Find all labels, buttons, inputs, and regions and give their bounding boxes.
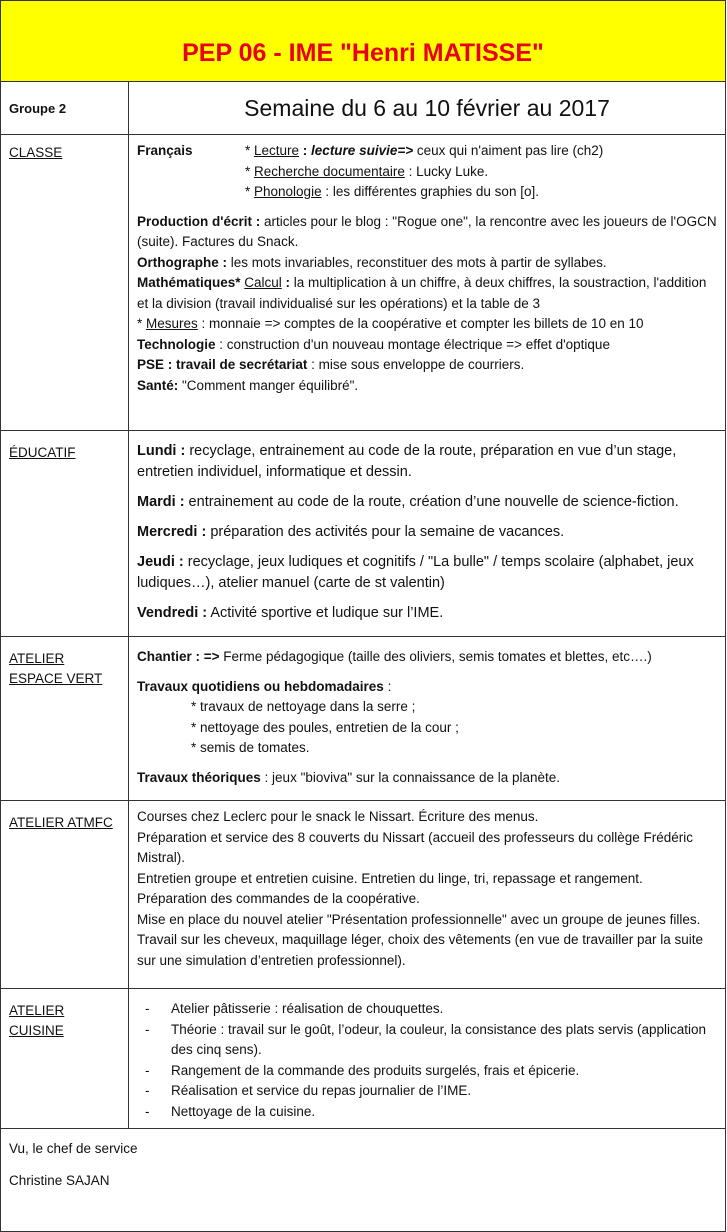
travaux-item: * travaux de nettoyage dans la serre ;: [191, 699, 416, 714]
atmfc-line: Travail sur les cheveux, maquillage léger, choix des vêtements (en vue de travailler par la suite sur une simulation d’entretien professionnel).: [137, 932, 704, 968]
francais-block: [137, 141, 717, 203]
week-title: Semaine du 6 au 10 février au 2017: [129, 82, 726, 135]
section-label-atmfc: ATELIER ATMFC: [1, 801, 129, 989]
section-content-educatif: [129, 431, 726, 637]
travaux-theoriques: Travaux théoriques : jeux "bioviva" sur la connaissance de la planète.: [137, 769, 561, 785]
atmfc-line: Préparation des commandes de la coopérative.: [137, 891, 420, 906]
production-ecrit: Production d'écrit : articles pour le blog : "Rogue one", la rencontre avec les joueurs de l'OGCN (suite). Factures du Snack.: [137, 213, 717, 249]
section-content-espace-vert: [129, 637, 726, 801]
francais-item: * Phonologie : les différentes graphies du son [o].: [245, 184, 539, 199]
list-item: - Nettoyage de la cuisine.: [137, 1102, 717, 1123]
mesures: * Mesures : monnaie => comptes de la coopérative et compter les billets de 10 en 10: [137, 316, 644, 331]
day-entry: Lundi : recyclage, entrainement au code de la route, préparation en vue d’un stage, entretien individuel, informatique et dessin.: [137, 443, 677, 480]
section-label-espace-vert: ATELIER ESPACE VERT: [1, 637, 129, 801]
header-banner: [1, 1, 726, 82]
signature-name: Christine SAJAN: [9, 1173, 110, 1188]
day-entry: Mardi : entrainement au code de la route, création d’une nouvelle de science-fiction.: [137, 494, 679, 510]
document-title: PEP 06 - IME "Henri MATISSE": [182, 38, 544, 67]
section-label-cuisine: ATELIER CUISINE: [1, 989, 129, 1129]
list-item: - Atelier pâtisserie : réalisation de chouquettes.: [137, 999, 717, 1020]
orthographe: Orthographe : les mots invariables, reconstituer des mots à partir de syllabes.: [137, 254, 607, 270]
list-item: - Rangement de la commande des produits surgelés, frais et épicerie.: [137, 1061, 717, 1082]
section-content-classe: [129, 135, 726, 431]
section-content-atmfc: [129, 801, 726, 989]
mathematiques: Mathématiques* Calcul : la multiplication à un chiffre, à deux chiffres, la soustraction, l'addition et la division (travail individualisé sur les opérations) et la table de 3: [137, 275, 707, 311]
atmfc-line: Entretien groupe et entretien cuisine. Entretien du linge, tri, repassage et rangement.: [137, 870, 643, 886]
atmfc-line: Mise en place du nouvel atelier "Présentation professionnelle" avec un groupe de jeunes filles.: [137, 911, 701, 927]
pse: PSE : travail de secrétariat : mise sous enveloppe de courriers.: [137, 357, 525, 372]
atmfc-line: Préparation et service des 8 couverts du Nissart (accueil des professeurs du collège Frédéric Mistral).: [137, 829, 694, 865]
francais-item: * Lecture : lecture suivie=> ceux qui n'aiment pas lire (ch2): [245, 143, 604, 158]
section-content-cuisine: [129, 989, 726, 1129]
travaux-item: * semis de tomates.: [191, 740, 310, 755]
atmfc-line: Courses chez Leclerc pour le snack le Nissart. Écriture des menus.: [137, 809, 539, 824]
day-entry: Mercredi : préparation des activités pour la semaine de vacances.: [137, 524, 565, 540]
travaux-item: * nettoyage des poules, entretien de la cour ;: [191, 719, 459, 735]
signature-role: Vu, le chef de service: [9, 1141, 138, 1156]
technologie: Technologie : construction d'un nouveau montage électrique => effet d'optique: [137, 336, 610, 352]
francais-heading: Français: [137, 143, 193, 158]
chantier: Chantier : => Ferme pédagogique (taille des oliviers, semis tomates et blettes, etc….): [137, 649, 652, 664]
sante: Santé: "Comment manger équilibré".: [137, 377, 359, 393]
day-entry: Vendredi : Activité sportive et ludique sur l’IME.: [137, 605, 444, 621]
francais-item: * Recherche documentaire : Lucky Luke.: [245, 163, 489, 179]
francais-list: [245, 141, 603, 203]
signature-block: [1, 1129, 726, 1232]
list-item: - Réalisation et service du repas journalier de l’IME.: [137, 1081, 717, 1102]
day-entry: Jeudi : recyclage, jeux ludiques et cognitifs / "La bulle" / temps scolaire (alphabet, jeux ludiques…), atelier manuel (carte de st valentin): [137, 554, 694, 591]
travaux-heading: Travaux quotidiens ou hebdomadaires :: [137, 678, 392, 694]
group-label: Groupe 2: [1, 82, 129, 135]
section-label-classe: CLASSE: [1, 135, 129, 431]
section-label-educatif: ÉDUCATIF: [1, 431, 129, 637]
cuisine-list: [137, 999, 717, 1122]
list-item: - Théorie : travail sur le goût, l’odeur, la couleur, la consistance des plats servis (application des cinq sens).: [137, 1020, 717, 1061]
